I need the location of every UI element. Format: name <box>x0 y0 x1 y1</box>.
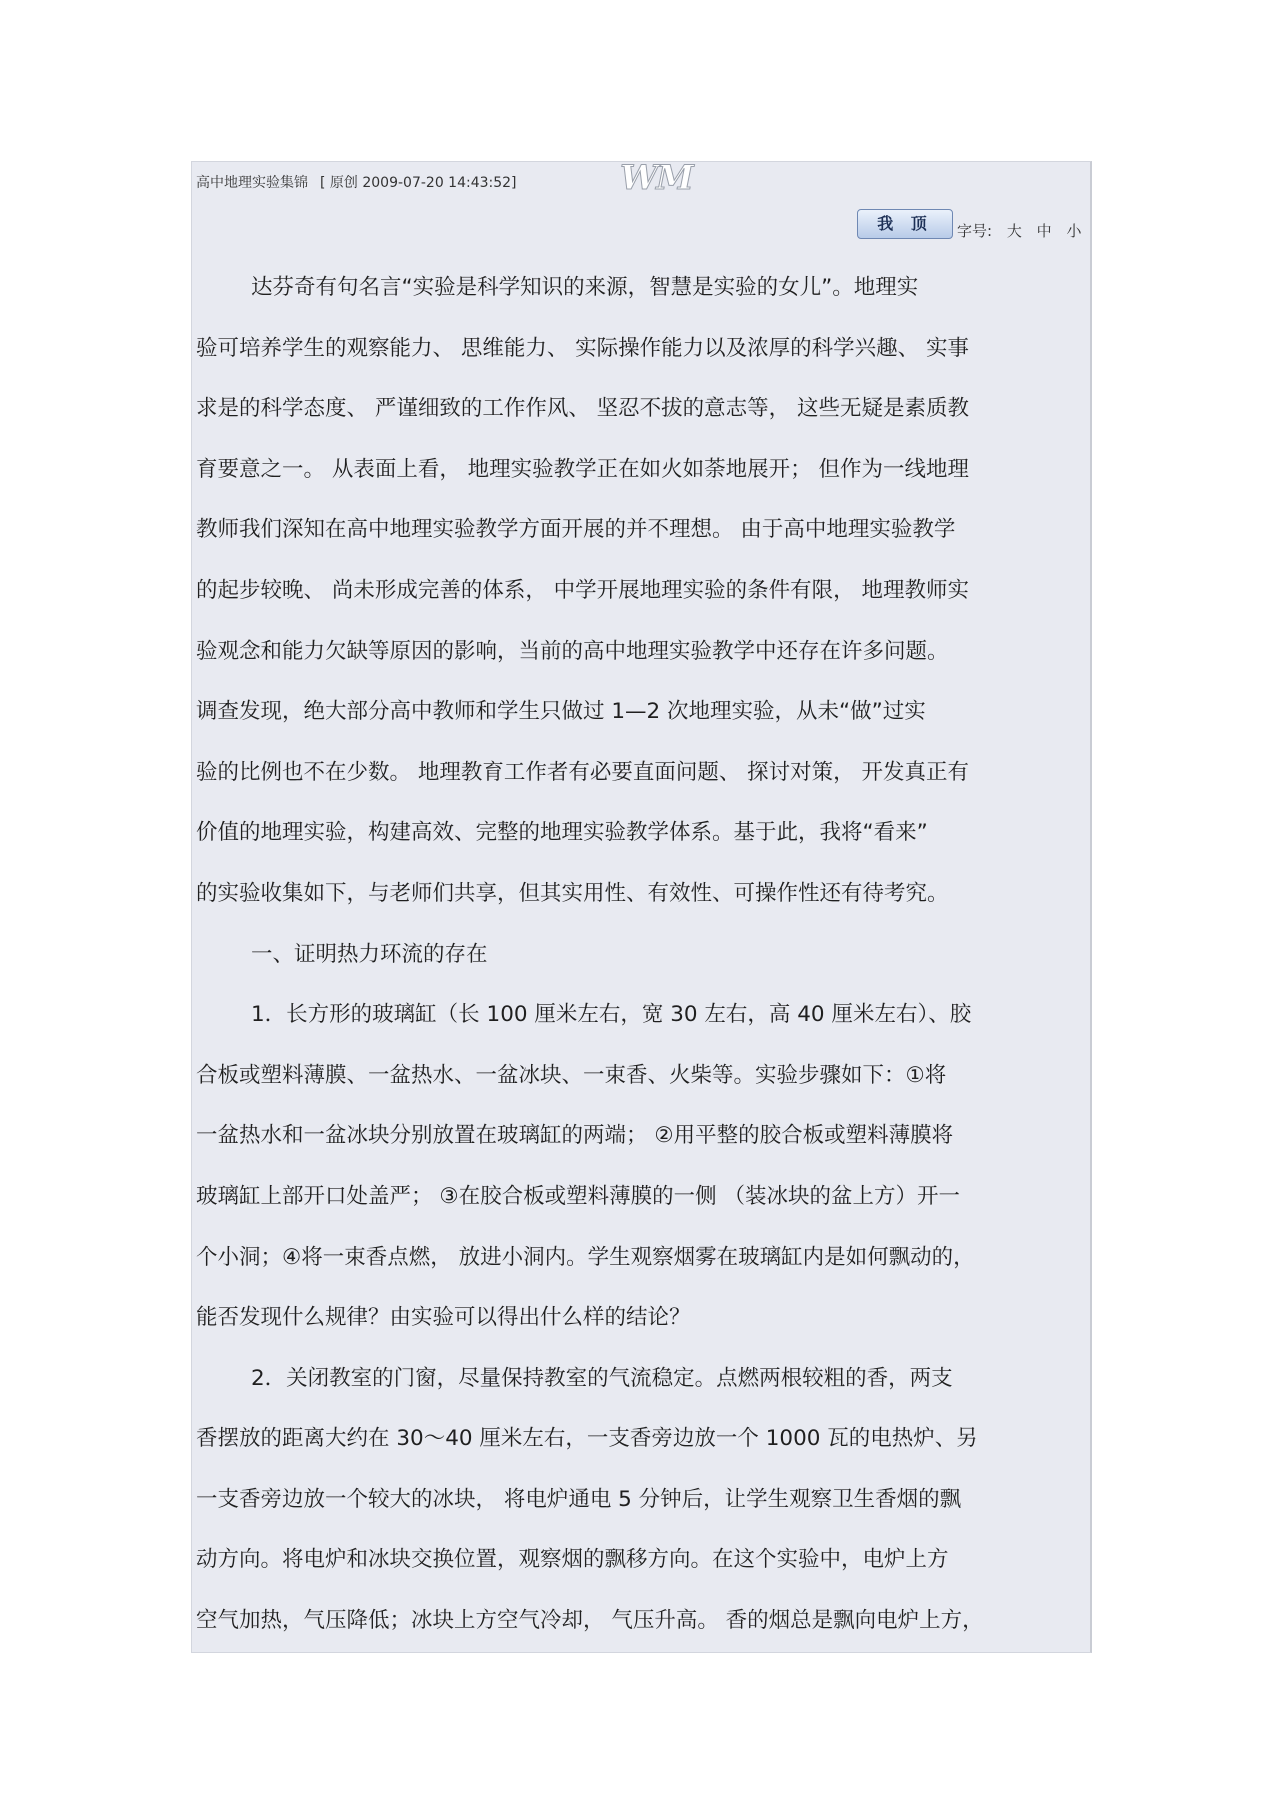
article-meta: [ 原创 2009-07-20 14:43:52] <box>320 175 517 191</box>
body-line: 价值的地理实验，构建高效、完整的地理实验教学体系。基于此，我将“看来” <box>196 820 928 846</box>
body-line: 的实验收集如下，与老师们共享，但其实用性、有效性、可操作性还有待考究。 <box>196 880 949 906</box>
body-line: 验可培养学生的观察能力、 思维能力、 实际操作能力以及浓厚的科学兴趣、 实事 <box>196 335 970 361</box>
font-size-large[interactable]: 大 <box>1006 222 1022 240</box>
body-line: 调查发现，绝大部分高中教师和学生只做过 1—2 次地理实验，从未“做”过实 <box>196 699 926 725</box>
article-body <box>196 258 1091 1652</box>
body-line: 教师我们深知在高中地理实验教学方面开展的并不理想。 由于高中地理实验教学 <box>196 517 956 543</box>
font-size-small[interactable]: 小 <box>1066 222 1082 240</box>
body-line: 空气加热，气压降低；冰块上方空气冷却， 气压升高。 香的烟总是飘向电炉上方， <box>196 1608 984 1634</box>
body-line: 动方向。将电炉和冰块交换位置，观察烟的飘移方向。在这个实验中，电炉上方 <box>196 1547 949 1573</box>
body-line: 验的比例也不在少数。 地理教育工作者有必要直面问题、 探讨对策， 开发真正有 <box>196 759 970 785</box>
article-panel <box>191 161 1092 1653</box>
body-line: 2．关闭教室的门窗，尽量保持教室的气流稳定。点燃两根较粗的香，两支 <box>251 1365 953 1391</box>
section-heading: 一、证明热力环流的存在 <box>251 941 488 967</box>
body-line: 香摆放的距离大约在 30～40 厘米左右，一支香旁边放一个 1000 瓦的电热炉、另 <box>196 1426 978 1452</box>
watermark-logo: WM <box>620 161 692 198</box>
article-title: 高中地理实验集锦 <box>196 175 308 191</box>
article-header <box>196 172 517 192</box>
like-button[interactable]: 我 顶 <box>857 209 953 239</box>
body-line: 能否发现什么规律？由实验可以得出什么样的结论？ <box>196 1305 691 1331</box>
body-line: 玻璃缸上部开口处盖严； ③在胶合板或塑料薄膜的一侧 （装冰块的盆上方）开一 <box>196 1183 960 1209</box>
font-size-medium[interactable]: 中 <box>1036 222 1052 240</box>
body-line: 的起步较晚、 尚未形成完善的体系， 中学开展地理实验的条件有限， 地理教师实 <box>196 577 970 603</box>
body-line: 1．长方形的玻璃缸（长 100 厘米左右，宽 30 左右，高 40 厘米左右）、胶 <box>251 1002 972 1028</box>
font-size-switcher <box>957 220 1081 241</box>
body-line: 求是的科学态度、 严谨细致的工作作风、 坚忍不拔的意志等， 这些无疑是素质教 <box>196 396 970 422</box>
body-line: 育要意之一。 从表面上看， 地理实验教学正在如火如荼地展开； 但作为一线地理 <box>196 456 970 482</box>
body-line: 验观念和能力欠缺等原因的影响，当前的高中地理实验教学中还存在许多问题。 <box>196 638 949 664</box>
body-line: 一支香旁边放一个较大的冰块， 将电炉通电 5 分钟后，让学生观察卫生香烟的飘 <box>196 1486 962 1512</box>
body-line: 个小洞；④将一束香点燃， 放进小洞内。学生观察烟雾在玻璃缸内是如何飘动的， <box>196 1244 975 1270</box>
body-line: 合板或塑料薄膜、一盆热水、一盆冰块、一束香、火柴等。实验步骤如下：①将 <box>196 1062 947 1088</box>
body-line: 达芬奇有句名言“实验是科学知识的来源，智慧是实验的女儿”。地理实 <box>251 275 919 300</box>
font-size-label: 字号: <box>957 222 993 240</box>
body-line: 一盆热水和一盆冰块分别放置在玻璃缸的两端； ②用平整的胶合板或塑料薄膜将 <box>196 1123 954 1149</box>
